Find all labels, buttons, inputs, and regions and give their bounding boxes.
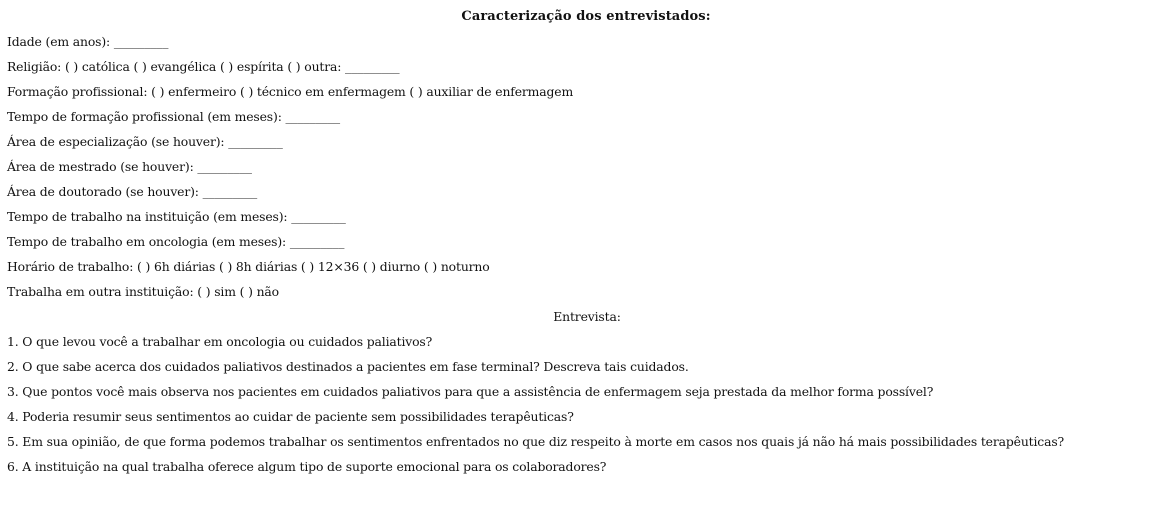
document-body [7,33,1167,483]
question-item: 3. Que pontos você mais observa nos pacientes em cuidados paliativos para que a assistência de enfermagem seja prestada da melhor forma possível? [7,384,934,399]
profile-line-masters: Área de mestrado (se houver): _________ [7,159,252,174]
profile-line-age: Idade (em anos): _________ [7,34,169,49]
profile-line-other-institution: Trabalha em outra instituição: ( ) sim ( ) não [7,284,279,299]
question-item: 6. A instituição na qual trabalha oferece algum tipo de suporte emocional para os colaboradores? [7,459,607,474]
profile-line-oncology-time: Tempo de trabalho em oncologia (em meses): _________ [7,234,345,249]
profile-line-specialization: Área de especialização (se houver): _________ [7,134,283,149]
question-item: 1. O que levou você a trabalhar em oncologia ou cuidados paliativos? [7,334,433,349]
interview-heading: Entrevista: [553,309,621,324]
profile-line-training-time: Tempo de formação profissional (em meses): _________ [7,109,340,124]
question-item: 2. O que sabe acerca dos cuidados paliativos destinados a pacientes em fase terminal? Descreva tais cuidados. [7,359,689,374]
profile-line-doctorate: Área de doutorado (se houver): _________ [7,184,258,199]
question-item: 5. Em sua opinião, de que forma podemos trabalhar os sentimentos enfrentados no que diz respeito à morte em casos nos quais já não há mais possibilidades terapêuticas? [7,434,1065,449]
profile-line-religion: Religião: ( ) católica ( ) evangélica ( ) espírita ( ) outra: _________ [7,59,400,74]
document-title: Caracterização dos entrevistados: [461,9,711,24]
profile-line-professional-training: Formação profissional: ( ) enfermeiro ( ) técnico em enfermagem ( ) auxiliar de enfermagem [7,84,574,99]
profile-line-work-schedule: Horário de trabalho: ( ) 6h diárias ( ) 8h diárias ( ) 12×36 ( ) diurno ( ) noturno [7,259,490,274]
question-item: 4. Poderia resumir seus sentimentos ao cuidar de paciente sem possibilidades terapêuticas? [7,409,574,424]
profile-line-institution-time: Tempo de trabalho na instituição (em meses): _________ [7,209,346,224]
